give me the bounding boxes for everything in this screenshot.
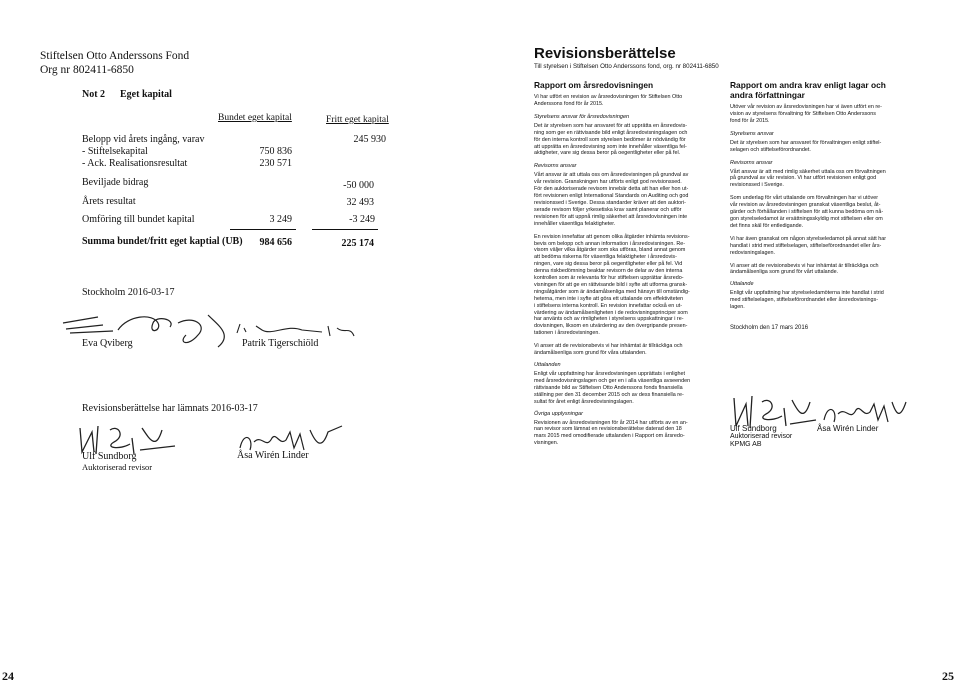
heading-other-requirements: Rapport om andra krav enligt lagar och andra författningar: [730, 80, 886, 100]
paragraph: Vårt ansvar är att uttala oss om årsredovisningen på grundval av vår revision. Granskningen har utförts enligt god revisionssed. För den auktoriserade revisorn innebär detta att han eller hon ut- fört revisionen enligt International Standards on Auditing och god revisionssed i Sverige. Dessa standarder kräver att den auktori- serade revisorn följer yrkesetiska krav samt planerar och utför revisionen för att uppnå rimlig säkerhet att årsredovisningen inte innehåller väsentliga felaktigheter.: [534, 172, 689, 227]
right-page: [480, 0, 960, 682]
column-header-bundet: Bundet eget kapital: [218, 113, 292, 123]
row-total-fritt: 225 174: [341, 238, 374, 249]
paragraph: Vi har även granskat om någon styrelseledamot på annat sätt har handlat i strid med stiftelselagen, stiftelseförordnandet eller års- redovisningslagen.: [730, 235, 887, 256]
report-title: Revisionsberättelse: [534, 45, 676, 62]
row-fritt-value: -50 000: [343, 180, 374, 191]
row-total-bundet: 984 656: [259, 237, 292, 248]
row-total-label: Summa bundet/fritt eget kaptial (UB): [82, 236, 243, 247]
report-subtitle: Till styrelsen i Stiftelsen Otto Anderssons fond, org. nr 802411-6850: [534, 63, 719, 70]
row-bundet-value: 750 836: [259, 146, 292, 157]
note-title: Eget kapital: [120, 89, 172, 100]
row-fritt-value: -3 249: [349, 214, 375, 225]
row-fritt-value: 245 930: [353, 134, 386, 145]
column-annual-report: [534, 80, 724, 447]
subheading: Revisorns ansvar: [534, 163, 577, 170]
paragraph: Vårt ansvar är att med rimlig säkerhet uttala oss om förvaltningen på grundval av vår revision. Vi har utfört revisionen enligt god revisionssed i Sverige.: [730, 168, 886, 189]
paragraph: Revisionen av årsredovisningen för år 2014 har utförts av en an- nan revisor som lämnat en revisionsberättelse daterad den 18 mars 2015 med omodifierade uttalanden i Rapport om årsredo- visningen.: [534, 419, 688, 447]
auditor-1-name-right: Ulf Sundborg: [730, 424, 777, 433]
sum-line-fritt: [312, 229, 378, 230]
left-page: [0, 0, 480, 682]
column-header-fritt: Fritt eget kapital: [326, 115, 389, 125]
subheading: Revisorns ansvar: [730, 159, 773, 166]
heading-annual-report: Rapport om årsredovisningen: [534, 80, 654, 90]
row-label: Beviljade bidrag: [82, 177, 149, 188]
paragraph: Det är styrelsen som har ansvaret för att upprätta en årsredovis- ning som ger en rättvisande bild enligt årsredovisningslagen och för den interna kontroll som styrelsen bedömer är nödvändig för att upprätta en årsredovisning som inte innehåller väsentliga fel- aktigheter, vare sig dessa beror på oegentligheter eller på fel.: [534, 122, 688, 157]
paragraph: Som underlag för vårt uttalande om förvaltningen har vi utöver vår revision av årsredovisningen granskat väsentliga beslut, åt- gärder och förhållanden i stiftelsen för att kunna bedöma om nå- gon styrelseledamot är ersättningsskyldig mot stiftelsen eller om det finns skäl för entledigande.: [730, 195, 884, 229]
audit-note: Revisionsberättelse har lämnats 2016-03-17: [82, 403, 258, 414]
paragraph: Enligt vår uppfattning har styrelseledamöterna inte handlat i strid med stiftelselagen, stiftelseförordnandet eller årsredovisnings- lagen.: [730, 290, 884, 311]
org-name: Stiftelsen Otto Anderssons Fond: [40, 50, 190, 62]
subheading: Styrelsens ansvar för årsredovisningen: [534, 113, 630, 120]
subheading: Uttalanden: [534, 362, 561, 368]
auditor-1-title: Auktoriserad revisor: [82, 462, 153, 472]
subheading: Styrelsens ansvar: [730, 130, 774, 137]
auditor-1-title-right: Auktoriserad revisor: [730, 433, 793, 440]
org-number: Org nr 802411-6850: [40, 64, 134, 76]
board-signer-1: Eva Qviberg: [82, 338, 133, 349]
row-label: Belopp vid årets ingång, varav: [82, 134, 205, 145]
place-date-right: Stockholm den 17 mars 2016: [730, 325, 809, 332]
page-number-right: 25: [942, 669, 954, 683]
paragraph: En revision innefattar att genom olika åtgärder inhämta revisions- bevis om belopp och annan information i årsredovisningen. Re- visorn väljer vilka åtgärder som ska utföras, bland annat genom att bedöma riskerna för väsentliga felaktigheter i årsredovis- ningen, vare sig dessa beror på oegentligheter eller på fel. Vid denna riskbedömning beaktar revisorn de delar av den interna kontrollen som är relevanta för hur stiftelsen upprättar årsredo- visningen för att ge en rättvisande bild i syfte att utforma gransk- ningsåtgärder som är ändamålsenliga med hänsyn till omständig- heterna, men inte i syfte att göra ett uttalande om effektiviteten i stiftelsens interna kontroll. En revision innefattar också en ut- värdering av ändamålsenligheten i de redovisningsprinciper som har använts och av rimligheten i styrelsens uppskattningar i re- dovisningen, liksom en utvärdering av den övergripande presen- tationen i årsredovisningen.: [534, 233, 690, 337]
paragraph: Vi har utfört en revision av årsredovisningen för Stiftelsen Otto Anderssons fond för år 2015.: [534, 94, 683, 107]
auditor-2-name: Åsa Wirén Linder: [237, 450, 309, 461]
subheading: Övriga upplysningar: [534, 410, 583, 417]
auditor-2-name-right: Åsa Wirén Linder: [817, 424, 879, 433]
board-signer-2: Patrik Tigerschiöld: [242, 338, 319, 349]
sum-line-bundet: [230, 229, 296, 230]
auditor-1-name: Ulf Sundborg: [82, 451, 137, 462]
paragraph: Det är styrelsen som har ansvaret för förvaltningen enligt stiftel- selagen och stiftelseförordnandet.: [730, 139, 882, 153]
row-fritt-value: 32 493: [346, 197, 374, 208]
column-other-requirements: [730, 80, 910, 332]
row-bundet-value: 230 571: [259, 158, 292, 169]
row-label: Omföring till bundet kapital: [82, 214, 195, 225]
note-number: Not 2: [82, 89, 106, 100]
place-date: Stockholm 2016-03-17: [82, 287, 175, 298]
subheading: Uttalande: [730, 281, 754, 288]
paragraph: Enligt vår uppfattning har årsredovisningen upprättats i enlighet med årsredovisningslagen och ger en i alla väsentliga avseenden rättvisande bild av Stiftelsen Otto Anderssons fonds finansiella ställning per den 31 december 2015 och av dess finansiella re- sultat för året enligt årsredovisningslagen.: [534, 371, 691, 405]
page-number-left: 24: [2, 669, 14, 683]
paragraph: Vi anser att de revisionsbevis vi har inhämtat är tillräckliga och ändamålsenliga som grund för vårt uttalande.: [730, 262, 879, 276]
row-bundet-value: 3 249: [269, 214, 292, 225]
row-label: - Stiftelsekapital: [82, 146, 148, 157]
row-label: Årets resultat: [82, 196, 136, 207]
auditor-1-firm-right: KPMG AB: [730, 441, 762, 448]
paragraph: Vi anser att de revisionsbevis vi har inhämtat är tillräckliga och ändamålsenliga som grund för våra uttalanden.: [534, 343, 683, 357]
row-label: - Ack. Realisationsresultat: [82, 158, 188, 169]
paragraph: Utöver vår revision av årsredovisningen har vi även utfört en re- vision av styrelsens förvaltning för Stiftelsen Otto Anderssons fond för år 2015.: [730, 104, 882, 124]
